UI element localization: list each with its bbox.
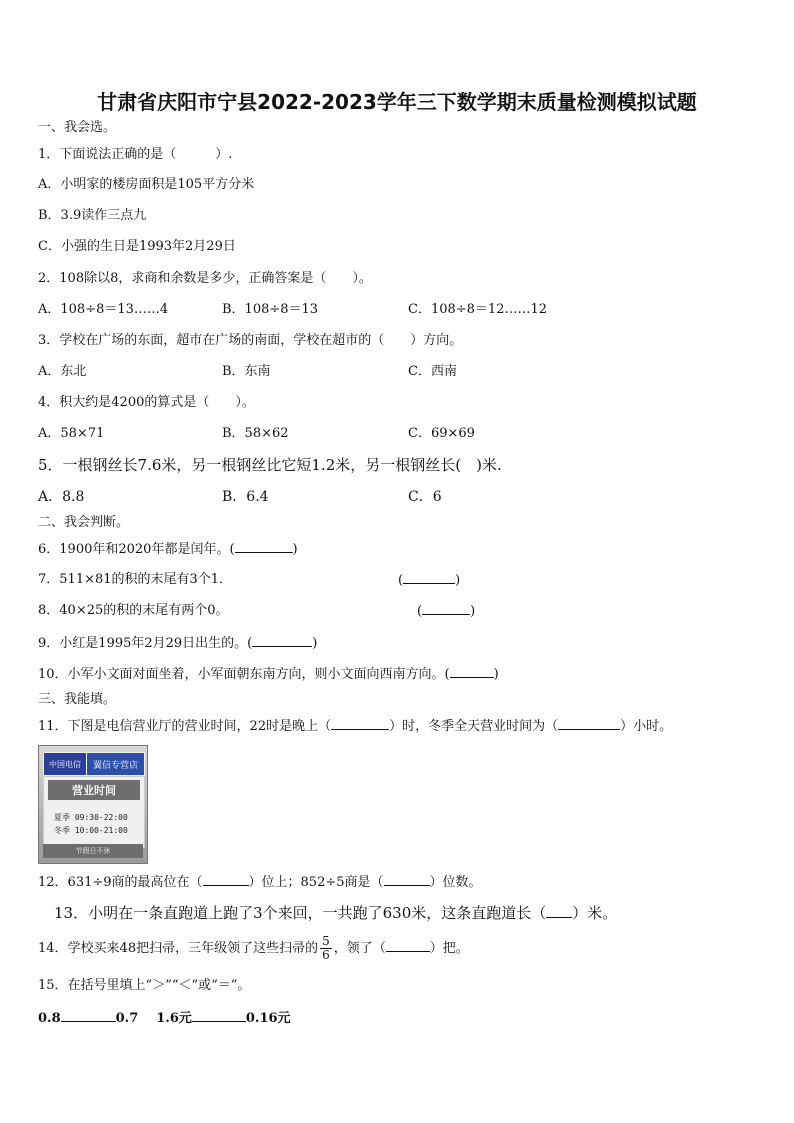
- question-4-stem: 4．积大约是4200的算式是（ ）。: [38, 395, 255, 410]
- question-7-blank[interactable]: [403, 571, 455, 584]
- section-heading-fill: 三、我能填。: [38, 692, 117, 707]
- question-2-stem: 2．108除以8，求商和余数是多少，正确答案是（ ）。: [38, 271, 372, 286]
- question-3-stem: 3．学校在广场的东面，超市在广场的南面，学校在超市的（ ）方向。: [38, 333, 463, 348]
- question-10-text: 10．小军小文面对面坐着，小军面朝东南方向，则小文面向西南方向。(: [38, 667, 450, 682]
- holiday-note: 节假日不休: [43, 844, 143, 858]
- question-12-blank-2[interactable]: [384, 873, 430, 886]
- question-13: 13．小明在一条直跑道上跑了3个来回，一共跑了630米，这条直跑道长（ ）米。: [54, 904, 618, 922]
- question-10: 10．小军小文面对面坐着，小军面朝东南方向，则小文面向西南方向。( ): [38, 667, 499, 682]
- question-6: 6．1900年和2020年都是闰年。( ): [38, 542, 298, 557]
- compare-blank-1[interactable]: [61, 1009, 116, 1022]
- question-2-option-a[interactable]: A．108÷8＝13……4: [38, 302, 169, 317]
- question-1-option-c[interactable]: C．小强的生日是1993年2月29日: [38, 239, 236, 254]
- question-1-option-b[interactable]: B．3.9读作三点九: [38, 208, 147, 223]
- question-4-option-a[interactable]: A．58×71: [38, 426, 105, 441]
- question-1-option-a[interactable]: A．小明家的楼房面积是105平方分米: [38, 177, 255, 192]
- question-2-option-b[interactable]: B．108÷8＝13: [222, 302, 319, 317]
- question-14-blank[interactable]: [386, 939, 430, 952]
- question-6-text: 6．1900年和2020年都是闰年。(: [38, 542, 235, 557]
- question-6-blank[interactable]: [235, 540, 293, 553]
- hours-header: 营业时间: [48, 780, 140, 800]
- question-7-answer: ( ): [398, 573, 461, 588]
- page-title: 甘肃省庆阳市宁县2022-2023学年三下数学期末质量检测模拟试题: [97, 90, 697, 114]
- section-heading-judge: 二、我会判断。: [38, 515, 130, 530]
- section-heading-choice: 一、我会选。: [38, 120, 117, 135]
- telecom-logo: 中国电信: [49, 759, 81, 769]
- question-13-blank[interactable]: [546, 905, 572, 918]
- question-11: 11．下图是电信营业厅的营业时间，22时是晚上（ ）时，冬季全天营业时间为（ ）小时。: [38, 719, 673, 734]
- question-9-blank[interactable]: [252, 634, 312, 647]
- question-5-stem: 5．一根钢丝长7.6米，另一根钢丝比它短1.2米，另一根钢丝长( )米.: [38, 456, 502, 474]
- question-15-items: 0.8 0.7 1.6元 0.16元: [38, 1011, 291, 1026]
- question-5-option-b[interactable]: B．6.4: [222, 489, 269, 505]
- business-hours-photo: [38, 745, 148, 864]
- question-15-stem: 15．在括号里填上“＞”“＜”或“＝”。: [38, 978, 251, 993]
- question-5-option-c[interactable]: C．6: [408, 489, 442, 505]
- question-8-blank[interactable]: [422, 602, 470, 615]
- summer-hours: 夏季 09:30-22:00: [54, 813, 128, 822]
- question-5-option-a[interactable]: A．8.8: [38, 489, 85, 505]
- question-14: 14．学校买来48把扫帚，三年级领了这些扫帚的 $\frac{5}{6}$ ，领了（ ）把。: [38, 934, 469, 962]
- fraction-five-sixths: $\frac{5}{6}$: [322, 934, 330, 962]
- question-12: 12．631÷9商的最高位在（ ）位上；852÷5商是（ ）位数。: [38, 875, 482, 890]
- question-4-option-c[interactable]: C．69×69: [408, 426, 475, 441]
- question-9: 9．小红是1995年2月29日出生的。( ): [38, 636, 318, 651]
- question-3-option-a[interactable]: A．东北: [38, 364, 87, 379]
- winter-hours: 冬季 10:00-21:00: [54, 826, 128, 835]
- telecom-sign: [43, 752, 145, 776]
- question-11-blank-2[interactable]: [558, 717, 620, 730]
- question-12-blank-1[interactable]: [203, 873, 249, 886]
- question-8-text: 8．40×25的积的末尾有两个0。: [38, 603, 229, 618]
- question-2-option-c[interactable]: C．108÷8＝12……12: [408, 302, 548, 317]
- question-8-answer: ( ): [417, 604, 476, 619]
- question-7-text: 7．511×81的积的末尾有3个1．: [38, 572, 233, 587]
- store-name: 翼信专营店: [86, 753, 144, 775]
- question-3-option-c[interactable]: C．西南: [408, 364, 457, 379]
- hours-board: [43, 776, 145, 848]
- compare-blank-2[interactable]: [192, 1009, 246, 1022]
- question-3-option-b[interactable]: B．东南: [222, 364, 271, 379]
- question-9-text: 9．小红是1995年2月29日出生的。(: [38, 636, 253, 651]
- question-11-blank-1[interactable]: [331, 717, 389, 730]
- question-10-blank[interactable]: [450, 665, 494, 678]
- question-1-stem: 1．下面说法正确的是（ ）.: [38, 147, 233, 162]
- question-4-option-b[interactable]: B．58×62: [222, 426, 289, 441]
